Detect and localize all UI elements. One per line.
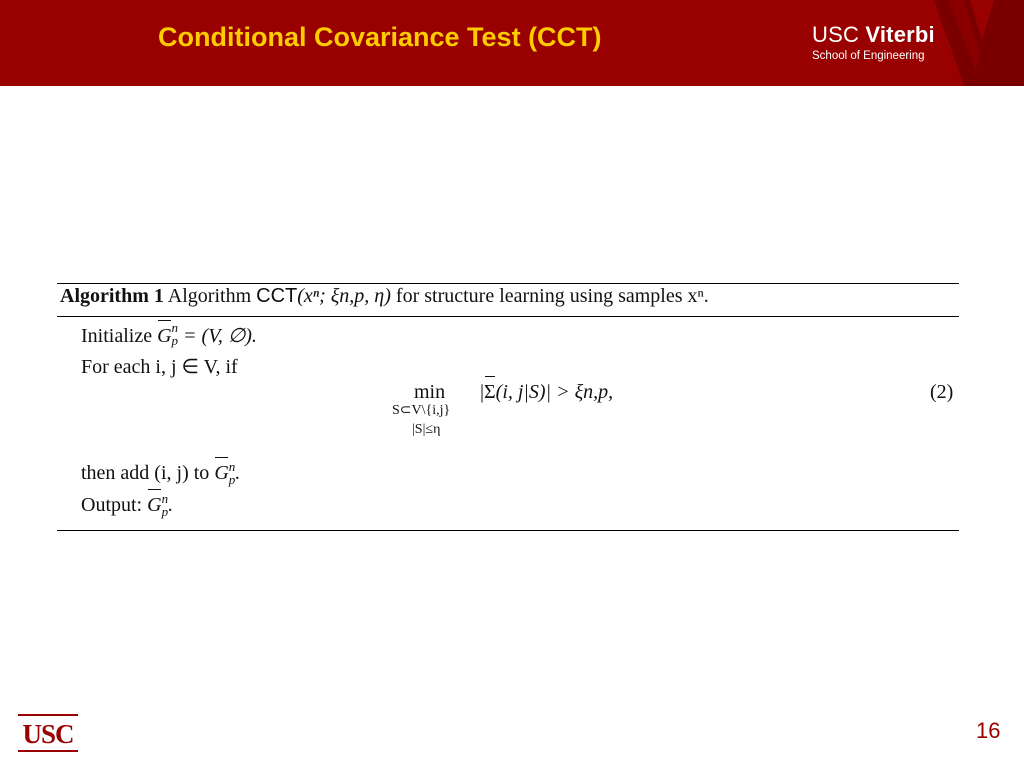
caption-rule bbox=[57, 316, 959, 317]
logo-usc-text: USC bbox=[812, 22, 860, 47]
caption-args: (xⁿ; ξn,p, η) bbox=[297, 285, 391, 307]
eq-min: min bbox=[414, 381, 446, 403]
caption-func: CCT bbox=[256, 285, 298, 307]
top-rule bbox=[57, 283, 959, 284]
caption-post: for structure learning using samples xⁿ. bbox=[395, 285, 709, 307]
page-number: 16 bbox=[976, 718, 1001, 743]
equation-number: (2) bbox=[930, 381, 954, 403]
caption-pre: Algorithm bbox=[167, 285, 252, 307]
algorithm-label: Algorithm 1 bbox=[60, 285, 164, 307]
line-then-add: then add (i, j) to G n p . bbox=[81, 459, 241, 487]
eq-subscript-size: |S|≤η bbox=[412, 422, 441, 437]
eq-body: |Σ(i, j|S)| > ξn,p, bbox=[480, 381, 614, 403]
algorithm-caption bbox=[60, 285, 709, 308]
logo-school-text: School of Engineering bbox=[812, 50, 925, 62]
init-math: = (V, ∅). bbox=[183, 325, 257, 347]
line-output: Output: G n p . bbox=[81, 491, 174, 519]
eq-subscript-set: S⊂V\{i,j} bbox=[392, 403, 451, 418]
usc-footer-logo: USC bbox=[18, 714, 78, 752]
slide-title: Conditional Covariance Test (CCT) bbox=[158, 22, 602, 52]
line-for-each: For each i, j ∈ V, if bbox=[81, 356, 238, 378]
usc-viterbi-logo bbox=[812, 22, 935, 62]
logo-viterbi-text: Viterbi bbox=[865, 22, 935, 47]
header-bar bbox=[0, 0, 1024, 86]
viterbi-v-icon bbox=[930, 0, 1024, 86]
bottom-rule bbox=[57, 530, 959, 531]
line-initialize: Initialize G n p = (V, ∅). bbox=[81, 320, 257, 348]
